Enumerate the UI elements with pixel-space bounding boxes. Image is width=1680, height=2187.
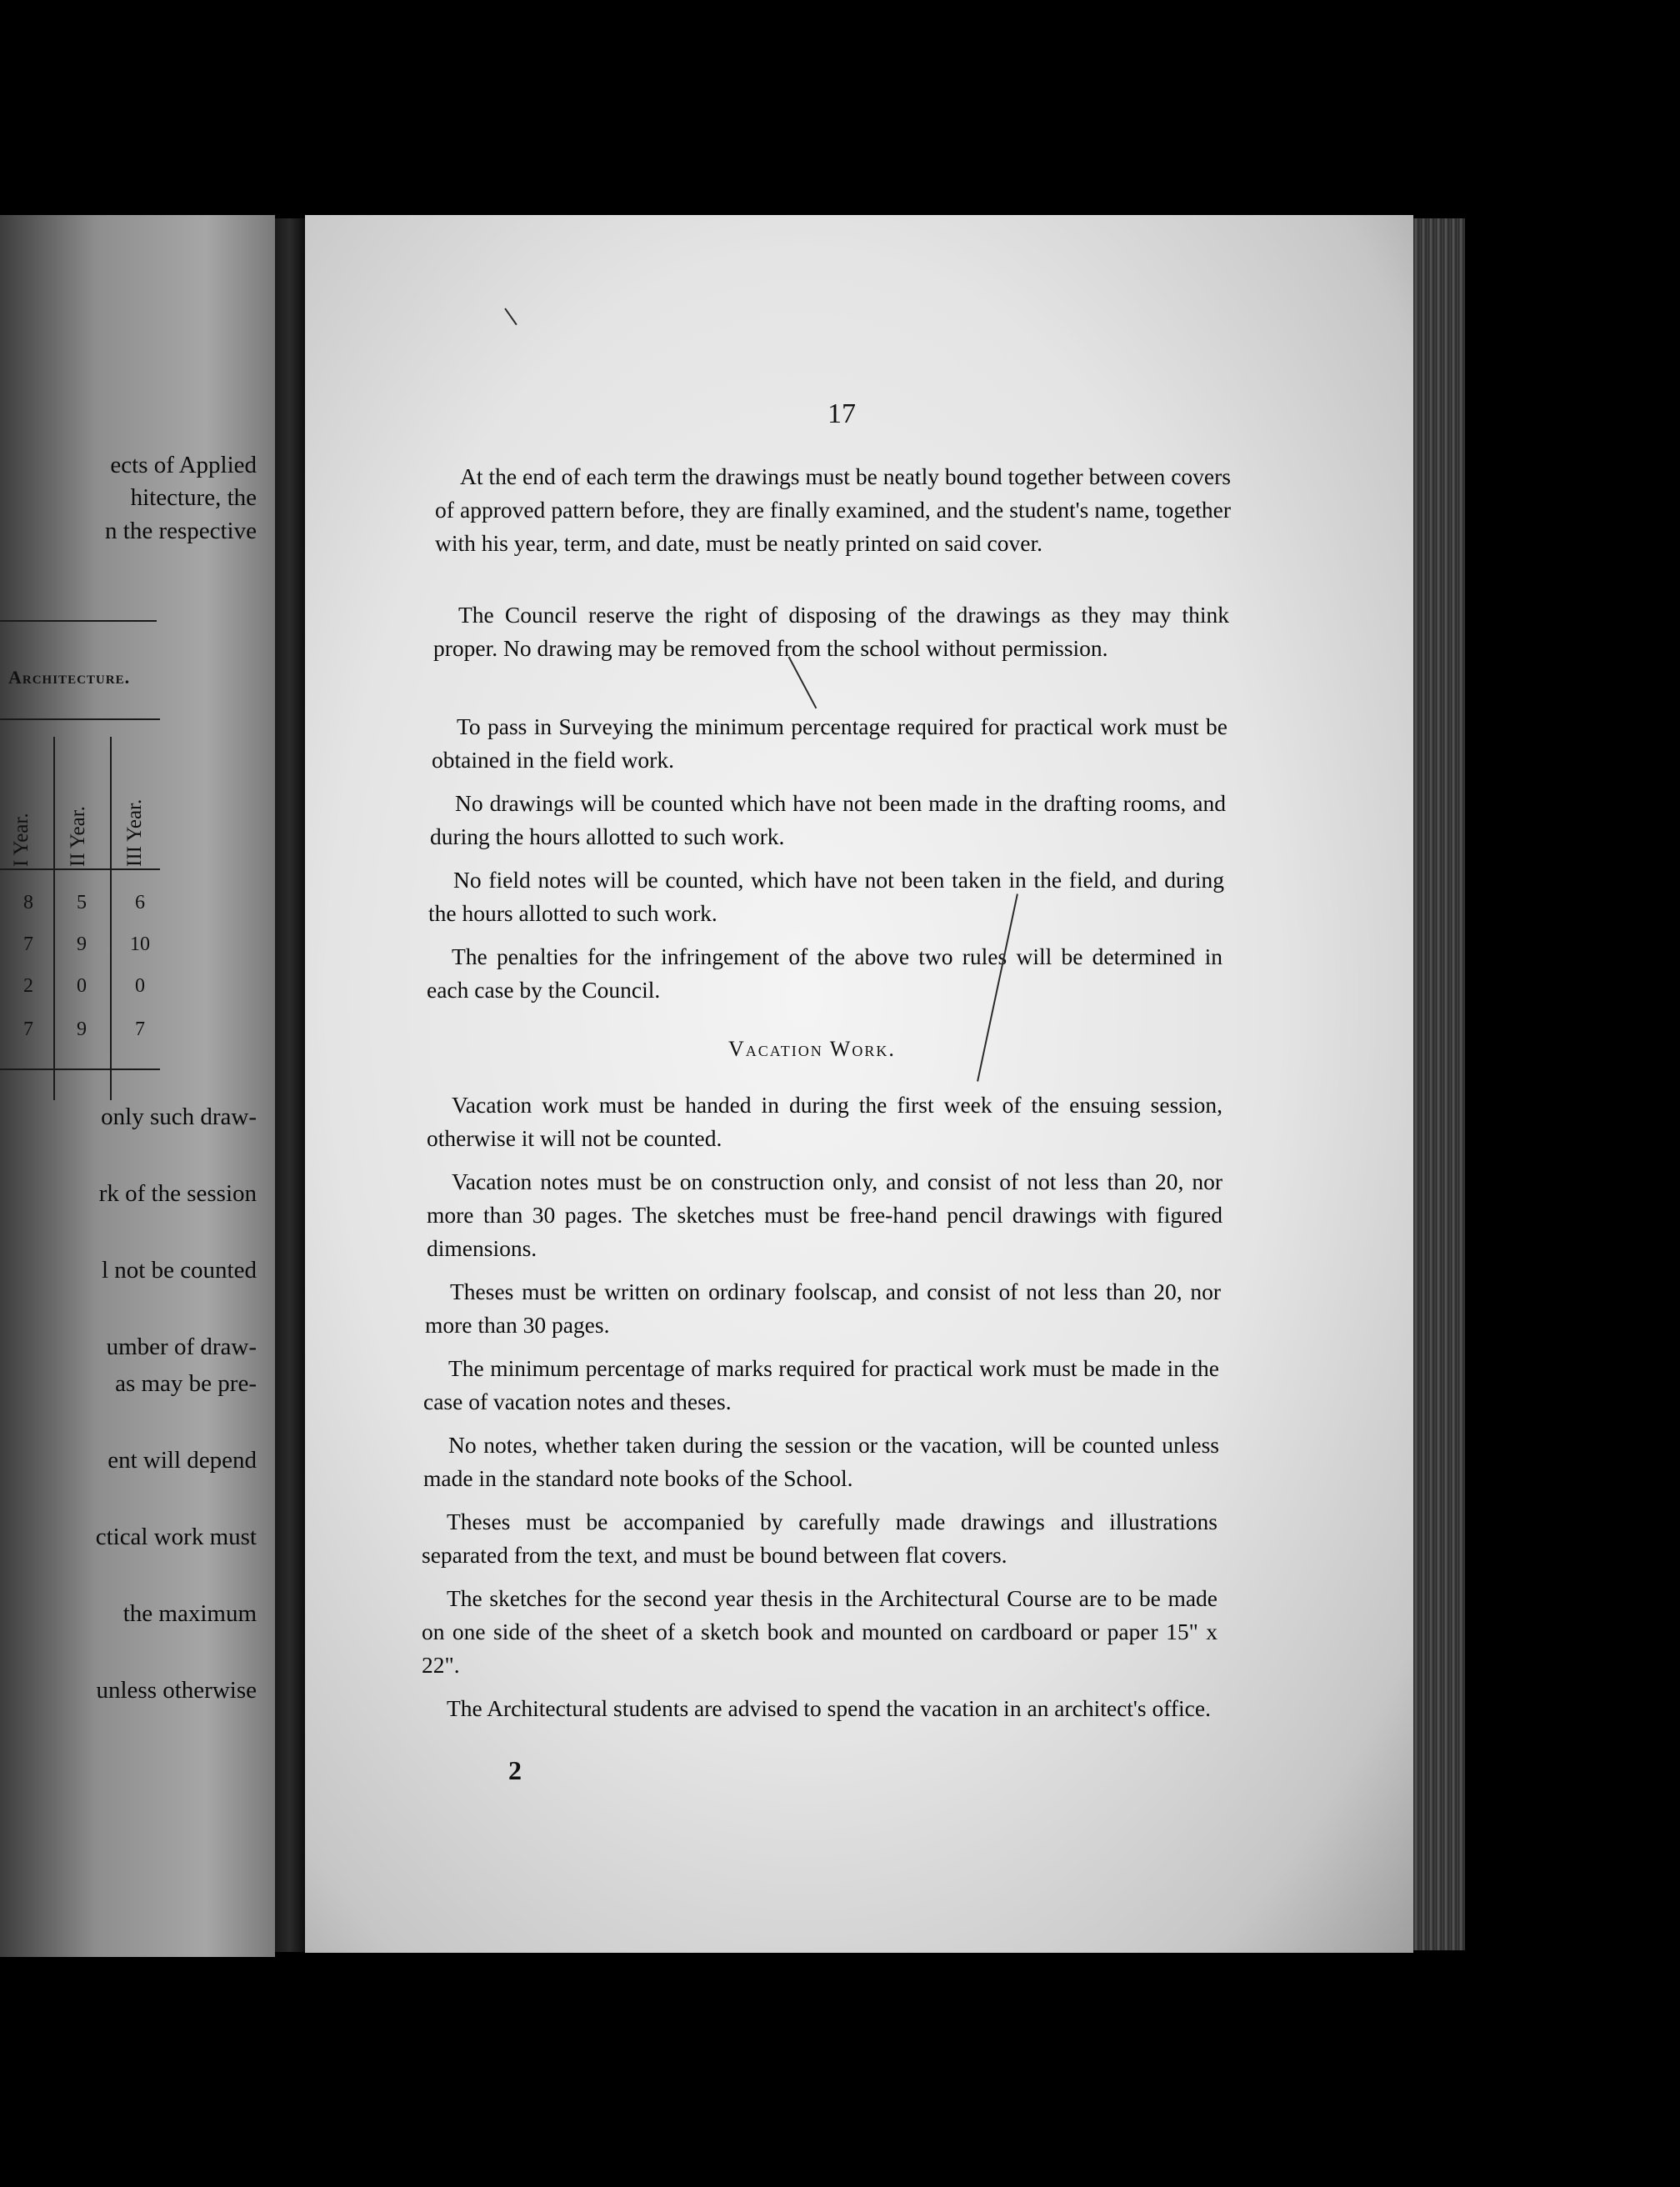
paragraph: The penalties for the infringement of the above two rules will be determined in each case by the Council. bbox=[427, 943, 1222, 1003]
left-line: ent will depend bbox=[108, 1447, 257, 1474]
table-cell: 8 bbox=[23, 892, 33, 913]
paragraph: No drawings will be counted which have not been made in the drafting rooms, and during the hours allotted to such work. bbox=[430, 790, 1226, 849]
left-line: only such draw- bbox=[101, 1104, 257, 1130]
left-line: unless otherwise bbox=[96, 1677, 257, 1704]
left-line: ects of Applied bbox=[110, 452, 257, 478]
table-column-rule bbox=[110, 737, 112, 1100]
paragraph: The Council reserve the right of disposing of the drawings as they may think proper. No drawing may be removed from the school without permission. bbox=[433, 602, 1229, 661]
table-cell: 6 bbox=[135, 892, 145, 913]
paragraph: The sketches for the second year thesis in the Architectural Course are to be made on one side of the sheet of a sketch book and mounted on cardboard or paper 15" x 22". bbox=[422, 1585, 1218, 1678]
paragraph: The Architectural students are advised to spend the vacation in an architect's office. bbox=[447, 1695, 1211, 1721]
page-number: 17 bbox=[828, 398, 856, 429]
page-edges bbox=[1413, 218, 1465, 1950]
table-cell: 10 bbox=[130, 933, 150, 955]
left-line: the maximum bbox=[122, 1600, 257, 1627]
paragraph: Theses must be accompanied by carefully made drawings and illustrations separated from the text, and must be bound between flat covers. bbox=[422, 1509, 1218, 1568]
left-line: hitecture, the bbox=[130, 484, 257, 511]
left-line: l not be counted bbox=[101, 1257, 257, 1284]
paragraph: Vacation work must be handed in during the first week of the ensuing session, otherwise it will not be counted. bbox=[427, 1092, 1222, 1151]
left-page bbox=[0, 215, 275, 1957]
table-body-rule bbox=[0, 868, 160, 870]
table-cell: 7 bbox=[23, 1018, 33, 1040]
left-line: umber of draw- bbox=[106, 1334, 257, 1360]
table-top-rule bbox=[0, 620, 157, 622]
paragraph: No notes, whether taken during the session or the vacation, will be counted unless made in the standard note books of the School. bbox=[423, 1432, 1219, 1491]
table-bottom-rule bbox=[0, 1068, 160, 1070]
left-line: as may be pre- bbox=[115, 1370, 257, 1397]
table-cell: 7 bbox=[135, 1018, 145, 1040]
left-line: n the respective bbox=[105, 518, 257, 544]
year-column-header: II Year. bbox=[67, 806, 89, 867]
signature-mark: 2 bbox=[508, 1755, 522, 1785]
table-column-rule bbox=[53, 737, 55, 1100]
table-cell: 9 bbox=[77, 933, 87, 955]
paragraph: To pass in Surveying the minimum percentage required for practical work must be obtained in the field work. bbox=[432, 713, 1228, 773]
year-column-header: I Year. bbox=[10, 813, 32, 867]
paragraph: No field notes will be counted, which have not been taken in the field, and during the hours allotted to such work. bbox=[428, 867, 1224, 926]
paragraph: Vacation notes must be on construction only, and consist of not less than 20, nor more than 30 pages. The sketches must be free-hand pencil drawings with figured dimensions. bbox=[427, 1169, 1222, 1261]
table-cell: 0 bbox=[77, 975, 87, 997]
paragraph: Theses must be written on ordinary foolscap, and consist of not less than 20, nor more than 30 pages. bbox=[425, 1279, 1221, 1338]
left-line: ctical work must bbox=[95, 1524, 257, 1550]
table-heading: Architecture. bbox=[8, 667, 131, 688]
paragraph: The minimum percentage of marks required for practical work must be made in the case of vacation notes and theses. bbox=[423, 1355, 1219, 1414]
paragraph: At the end of each term the drawings must be neatly bound together between covers of approved pattern before, they are finally examined, and the student's name, together with his year, term, and date, must be neatly printed on said cover. bbox=[435, 463, 1231, 556]
table-cell: 5 bbox=[77, 892, 87, 913]
table-cell: 0 bbox=[135, 975, 145, 997]
table-cell: 2 bbox=[23, 975, 33, 997]
book-gutter bbox=[275, 218, 305, 1952]
table-cell: 9 bbox=[77, 1018, 87, 1040]
table-header-rule bbox=[0, 718, 160, 720]
year-column-header: III Year. bbox=[123, 798, 146, 867]
left-line: rk of the session bbox=[98, 1180, 257, 1207]
table-cell: 7 bbox=[23, 933, 33, 955]
section-title: Vacation Work. bbox=[728, 1037, 896, 1061]
